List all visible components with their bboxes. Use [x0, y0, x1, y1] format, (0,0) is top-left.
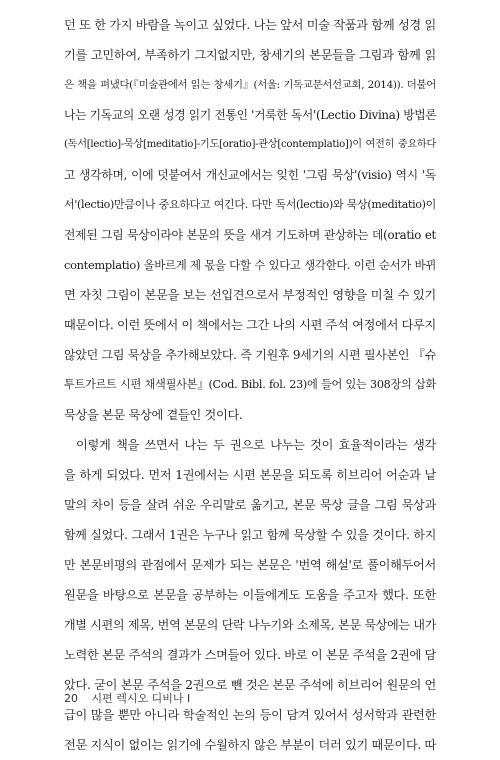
text-line: 면 자칫 그림이 본문을 보는 선입견으로서 부정적인 영향을 미칠 수 있기: [64, 288, 436, 302]
text-line: 말의 차이 등을 살려 쉬운 우리말로 옮기고, 본문 묵상 글을 그림 묵상과: [64, 498, 436, 512]
text-line: 묵상을 본문 묵상에 곁들인 것이다.: [64, 408, 243, 422]
text-line: 노력한 본문 주석의 결과가 스며들어 있다. 바로 이 본문 주석을 2권에 담: [64, 648, 436, 662]
text-line: 을 하게 되었다. 먼저 1권에서는 시편 본문을 되도록 히브리어 어순과 낱: [64, 468, 436, 482]
text-line: 기를 고민하여, 부족하기 그지없지만, 창세기의 본문들을 그림과 함께 읽: [64, 48, 436, 62]
text-line: 나는 기독교의 오랜 성경 읽기 전통인 '거룩한 독서'(Lectio Divina) 방법론: [64, 108, 437, 122]
text-line: 던 또 한 가지 바람을 녹이고 싶었다. 나는 앞서 미술 작품과 함께 성경 읽: [64, 18, 436, 32]
text-line: 개별 시편의 제목, 번역 본문의 단락 나누기와 소제목, 본문 묵상에는 내가: [64, 618, 436, 632]
text-line: 함께 실었다. 그래서 1권은 누구나 읽고 함께 묵상할 수 있을 것이다. 하지: [64, 528, 436, 542]
paragraph-2: [64, 430, 436, 760]
page-body: [64, 10, 436, 760]
page-number: 20: [64, 692, 78, 705]
paragraph-1: [64, 10, 436, 430]
text-line: 서'(lectio)만큼이나 중요하다고 여긴다. 다만 독서(lectio)와 묵상(meditatio)이: [64, 198, 436, 211]
text-line: 않았던 그림 묵상을 추가해보았다. 즉 기원후 9세기의 시편 필사본인 『슈: [64, 348, 436, 362]
text-line: 았다. 굳이 본문 주석을 2권으로 뺀 것은 본문 주석에 히브리어 원문의 언: [64, 678, 436, 692]
text-line: 전제된 그림 묵상이라야 본문의 뜻을 새겨 기도하며 관상하는 데(oratio et: [64, 228, 436, 242]
text-line: 은 책을 펴냈다(『미술관에서 읽는 창세기』(서울: 기독교문서선교회, 2014)). 더불어: [64, 79, 436, 91]
text-line: 만 본문비평의 관점에서 문제가 되는 본문은 '번역 해설'로 풀이해두어서: [64, 558, 436, 572]
text-line: contemplatio) 올바르게 제 몫을 다할 수 있다고 생각한다. 이런 순서가 바뀌: [64, 258, 436, 272]
text-line: 고 생각하며, 이에 덧붙여서 개신교에서는 잊힌 '그림 묵상'(visio) 역시 '독: [64, 168, 436, 182]
page-footer: [64, 690, 190, 706]
running-title: 시편 렉시오 디비나 I: [91, 692, 191, 705]
text-line: 때문이다. 이런 뜻에서 이 책에서는 그간 나의 시편 주석 여정에서 다루지: [64, 318, 437, 332]
text-line: 급이 많을 뿐만 아니라 학술적인 논의 등이 담겨 있어서 성서학과 관련한: [64, 708, 436, 722]
text-line: 전문 지식이 없이는 읽기에 수월하지 않은 부분이 더러 있기 때문이다. 따: [64, 738, 437, 752]
text-line: 투트가르트 시편 채색필사본』(Cod. Bibl. fol. 23)에 들어 있는 308장의 삽화: [64, 378, 436, 391]
text-line: (독서[lectio]-묵상[meditatio]-기도[oratio]-관상[contemplatio])이 여전히 중요하다: [64, 139, 436, 150]
text-line: 원문을 바탕으로 본문을 공부하는 이들에게도 도움을 주고자 했다. 또한: [64, 588, 436, 602]
text-line: 이렇게 책을 쓰면서 나는 두 권으로 나누는 것이 효율적이라는 생각: [76, 438, 436, 452]
